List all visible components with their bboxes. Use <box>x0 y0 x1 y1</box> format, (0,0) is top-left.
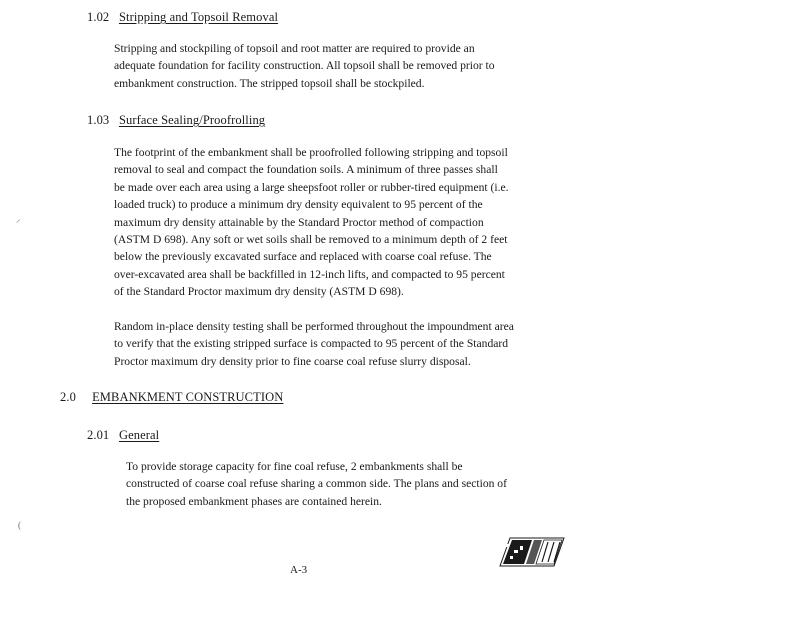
paragraph-line: the proposed embankment phases are contained herein. <box>126 494 382 508</box>
engineer-stamp-logo <box>498 534 568 570</box>
paragraph-line: To provide storage capacity for fine coal refuse, 2 embankments shall be <box>126 460 463 473</box>
section-title: Surface Sealing/Proofrolling <box>118 113 266 127</box>
paragraph-line: over-excavated area shall be backfilled in 12-inch lifts, and compacted to 95 percent <box>114 267 505 281</box>
paragraph-line: below the previously excavated surface and replaced with coarse coal refuse. The <box>114 250 492 264</box>
section-number: 1.02 <box>87 10 110 24</box>
section-1-03-heading <box>87 113 265 128</box>
section-1-03-paragraph-1 <box>114 144 509 301</box>
section-1-02-heading <box>87 10 278 25</box>
paragraph-line: of the Standard Proctor maximum dry density (ASTM D 698). <box>114 285 404 299</box>
paragraph-line: The footprint of the embankment shall be proofrolled following stripping and topsoil <box>114 146 508 159</box>
paragraph-line: adequate foundation for facility construction. All topsoil shall be removed prior to <box>114 59 495 73</box>
section-1-03-paragraph-2 <box>114 318 514 370</box>
section-2-01-paragraph <box>126 458 507 510</box>
scan-artifact: ⸝ <box>16 214 21 224</box>
section-1-02-paragraph <box>114 40 495 92</box>
paragraph-line: Random in-place density testing shall be performed throughout the impoundment area <box>114 320 514 333</box>
section-2-0-heading <box>60 390 283 405</box>
paragraph-line: constructed of coarse coal refuse sharing a common side. The plans and section of <box>126 477 507 491</box>
paragraph-line: be made over each area using a large sheepsfoot roller or rubber-tired equipment (i.e. <box>114 180 509 194</box>
paragraph-line: removal to seal and compact the foundation soils. A minimum of three passes shall <box>114 163 498 177</box>
section-title: Stripping and Topsoil Removal <box>118 10 279 24</box>
paragraph-line: Proctor maximum dry density prior to fine coarse coal refuse slurry disposal. <box>114 354 471 368</box>
paragraph-line: to verify that the existing stripped surface is compacted to 95 percent of the Standard <box>114 337 509 351</box>
paragraph-line: maximum dry density attainable by the Standard Proctor method of compaction <box>114 215 484 229</box>
section-2-01-heading <box>87 428 159 443</box>
section-number: 1.03 <box>87 113 110 127</box>
section-number: 2.0 <box>60 390 76 404</box>
scan-artifact: ( <box>18 520 21 530</box>
section-title: EMBANKMENT CONSTRUCTION <box>92 390 284 404</box>
paragraph-line: (ASTM D 698). Any soft or wet soils shall be removed to a minimum depth of 2 feet <box>114 233 508 247</box>
section-title: General <box>118 428 160 442</box>
paragraph-line: embankment construction. The stripped topsoil shall be stockpiled. <box>114 76 425 90</box>
paragraph-line: loaded truck) to produce a minimum dry density equivalent to 95 percent of the <box>114 198 483 212</box>
page-number: A-3 <box>290 564 308 576</box>
paragraph-line: Stripping and stockpiling of topsoil and root matter are required to provide an <box>114 42 475 55</box>
section-number: 2.01 <box>87 428 110 442</box>
